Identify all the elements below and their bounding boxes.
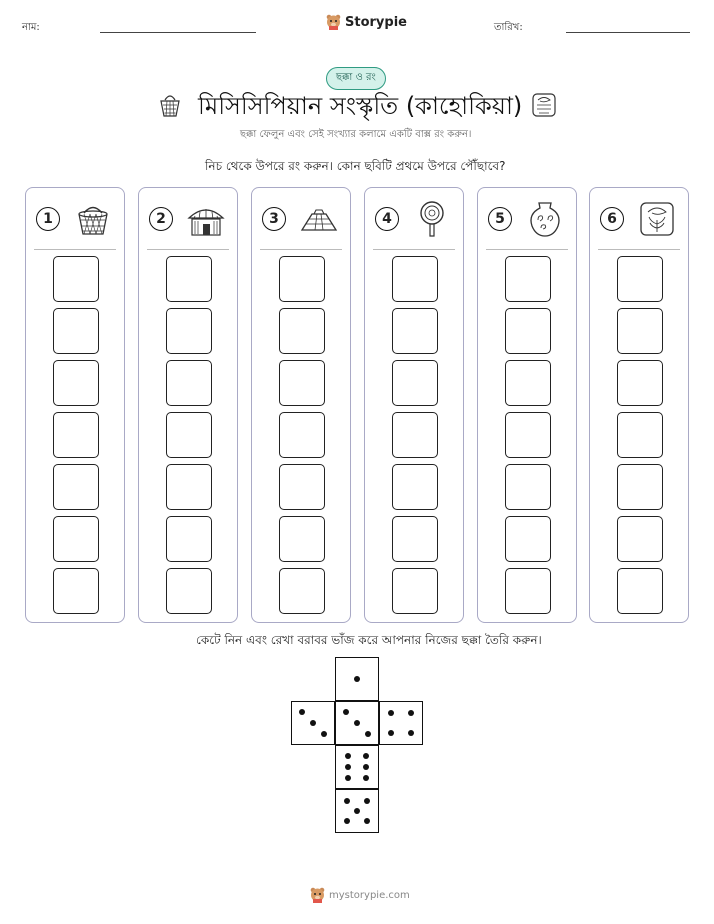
column-6 [589,187,689,623]
column-4 [364,187,464,623]
color-box[interactable] [392,360,438,406]
color-box[interactable] [53,516,99,562]
color-box[interactable] [166,568,212,614]
color-box[interactable] [392,516,438,562]
brand-logo [326,14,407,30]
date-line[interactable] [566,32,690,33]
column-number: 1 [36,207,60,231]
thatched-hut-icon [183,200,229,238]
color-box[interactable] [53,464,99,510]
engraved-tablet-icon [530,91,558,119]
color-box[interactable] [617,412,663,458]
color-box[interactable] [279,464,325,510]
shell-gorget-icon [413,200,451,238]
bear-mascot-icon [310,887,325,903]
color-box[interactable] [166,256,212,302]
color-box[interactable] [166,308,212,354]
color-box[interactable] [53,308,99,354]
subtitle: ছক্কা ফেলুন এবং সেই সংখ্যার কলামে একটি বাক্স রং করুন। [240,129,472,140]
color-box[interactable] [279,568,325,614]
color-box[interactable] [392,464,438,510]
color-box[interactable] [505,256,551,302]
color-box[interactable] [617,308,663,354]
color-box[interactable] [392,412,438,458]
date-label: তারিখ: [494,22,523,33]
mound-pyramid-icon [300,200,338,238]
column-5 [477,187,577,623]
color-box[interactable] [279,256,325,302]
color-box[interactable] [279,360,325,406]
brand-name: Storypie [345,14,407,30]
color-box[interactable] [392,308,438,354]
color-box[interactable] [166,412,212,458]
spiral-pot-icon [526,200,564,238]
color-box[interactable] [617,464,663,510]
color-box[interactable] [505,360,551,406]
color-box[interactable] [617,516,663,562]
column-divider [34,249,116,250]
color-box[interactable] [505,516,551,562]
color-box[interactable] [166,516,212,562]
column-divider [260,249,342,250]
color-box[interactable] [392,568,438,614]
color-box[interactable] [53,412,99,458]
color-box[interactable] [279,516,325,562]
footer-url[interactable]: mystorypie.com [329,889,410,901]
basket-icon [74,200,112,238]
color-box[interactable] [617,360,663,406]
column-number: 2 [149,207,173,231]
color-box[interactable] [617,256,663,302]
color-box[interactable] [53,256,99,302]
die-face-6 [335,745,379,789]
bear-mascot-icon [326,14,341,30]
die-face-5 [335,789,379,833]
color-box[interactable] [392,256,438,302]
column-divider [373,249,455,250]
column-number: 4 [375,207,399,231]
color-box[interactable] [279,412,325,458]
column-number: 5 [488,207,512,231]
engraved-tablet-icon [638,200,676,238]
color-box[interactable] [505,464,551,510]
cut-instruction: কেটে নিন এবং রেখা বরাবর ভাঁজ করে আপনার নিজের ছক্কা তৈরি করুন। [196,633,542,647]
color-box[interactable] [505,412,551,458]
name-label: নাম: [22,22,40,33]
die-face-3 [335,701,379,745]
die-face-1 [335,657,379,701]
column-divider [598,249,680,250]
instruction: নিচ থেকে উপরে রং করুন। কোন ছবিটি প্রথমে উপরে পৌঁছাবে? [205,159,506,173]
name-line[interactable] [100,32,256,33]
color-box[interactable] [53,568,99,614]
footer [310,887,410,903]
column-divider [147,249,229,250]
page-title: মিসিসিপিয়ান সংস্কৃতি (কাহোকিয়া) [198,92,523,120]
color-box[interactable] [166,464,212,510]
color-box[interactable] [166,360,212,406]
column-3 [251,187,351,623]
die-face-4 [379,701,423,745]
column-number: 3 [262,207,286,231]
color-box[interactable] [53,360,99,406]
activity-badge: ছক্কা ও রং [326,67,386,90]
color-box[interactable] [617,568,663,614]
color-box[interactable] [505,308,551,354]
die-face-3 [291,701,335,745]
column-2 [138,187,238,623]
color-box[interactable] [505,568,551,614]
column-number: 6 [600,207,624,231]
color-box[interactable] [279,308,325,354]
basket-icon [158,92,182,118]
column-divider [486,249,568,250]
column-1 [25,187,125,623]
